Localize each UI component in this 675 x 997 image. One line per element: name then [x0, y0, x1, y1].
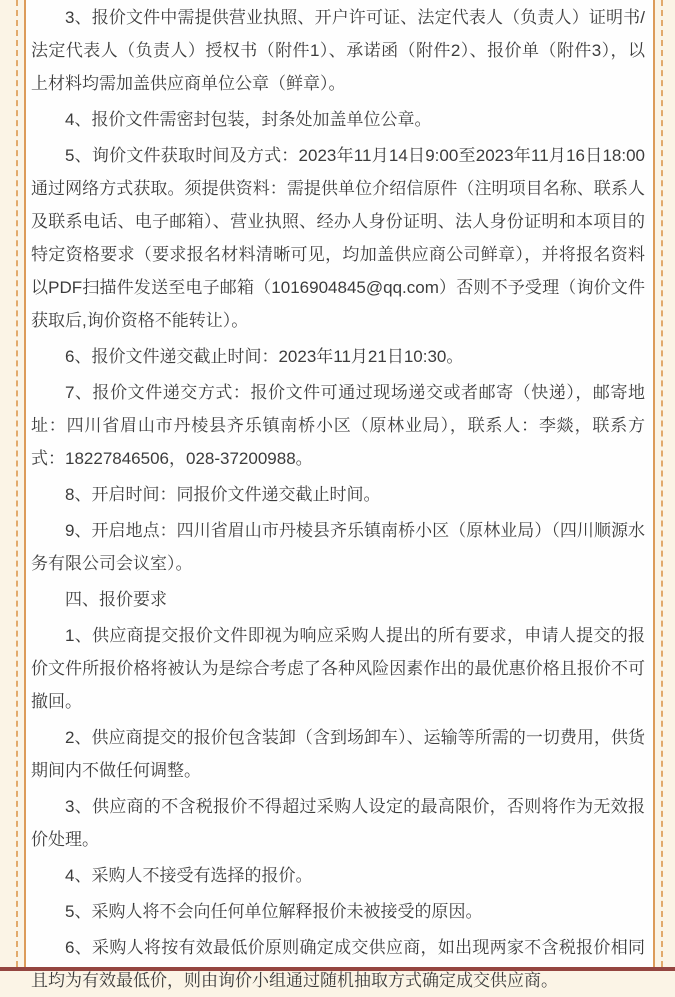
right-dashed-border [661, 0, 663, 967]
paragraph-req-3-max-price-limit: 3、供应商的不含税报价不得超过采购人设定的最高限价，否则将作为无效报价处理。 [31, 797, 645, 849]
paragraph-item-3-required-materials: 3、报价文件中需提供营业执照、开户许可证、法定代表人（负责人）证明书/法定代表人（负责人）授权书（附件1）、承诺函（附件2）、报价单（附件3），以上材料均需加盖供应商单位公章（鲜章）。 [31, 8, 645, 93]
section-heading-quotation-requirements: 四、报价要求 [65, 590, 167, 609]
content-panel [26, 0, 653, 990]
paragraph-item-8-opening-time: 8、开启时间：同报价文件递交截止时间。 [65, 485, 381, 504]
paragraph-req-2-price-includes-all-costs: 2、供应商提交的报价包含装卸（含到场卸车）、运输等所需的一切费用，供货期间内不做任何调整。 [31, 728, 645, 780]
paragraph-req-5-no-explanation: 5、采购人将不会向任何单位解释报价未被接受的原因。 [65, 902, 483, 921]
paragraph-item-4-sealed-packaging: 4、报价文件需密封包装，封条处加盖单位公章。 [65, 110, 432, 129]
left-dashed-border [16, 0, 18, 967]
paragraph-req-4-no-selective-quotes: 4、采购人不接受有选择的报价。 [65, 866, 313, 885]
paragraph-item-5-inquiry-file-acquisition: 5、询价文件获取时间及方式：2023年11月14日9:00至2023年11月16日18:00通过网络方式获取。须提供资料：需提供单位介绍信原件（注明项目名称、联系人及联系电话、电子邮箱）、营业执照、经办人身份证明、法人身份证明和本项目的特定资格要求（要求报名材料清晰可见，均加盖供应商公司鲜章），并将报名资料以PDF扫描件发送至电子邮箱（1016904845@qq.com）否则不予受理（询价文件获取后,询价资格不能转让）。 [31, 146, 645, 330]
bottom-divider [0, 967, 675, 971]
paragraph-item-7-delivery-method: 7、报价文件递交方式：报价文件可通过现场递交或者邮寄（快递），邮寄地址：四川省眉山市丹棱县齐乐镇南桥小区（原林业局），联系人：李燚，联系方式：18227846506，028-37200988。 [31, 383, 645, 468]
paragraph-item-9-opening-location: 9、开启地点：四川省眉山市丹棱县齐乐镇南桥小区（原林业局）（四川顺源水务有限公司会议室）。 [31, 521, 645, 573]
paragraph-req-6-lowest-price-rule: 6、采购人将按有效最低价原则确定成交供应商，如出现两家不含税报价相同且均为有效最低价，则由询价小组通过随机抽取方式确定成交供应商。 [31, 938, 645, 990]
right-solid-border [653, 0, 655, 967]
paragraph-item-6-submission-deadline: 6、报价文件递交截止时间：2023年11月21日10:30。 [65, 347, 464, 366]
paragraph-req-1-all-requirements-accepted: 1、供应商提交报价文件即视为响应采购人提出的所有要求，申请人提交的报价文件所报价格将被认为是综合考虑了各种风险因素作出的最优惠价格且报价不可撤回。 [31, 626, 645, 711]
announcement-body [31, 1, 645, 997]
